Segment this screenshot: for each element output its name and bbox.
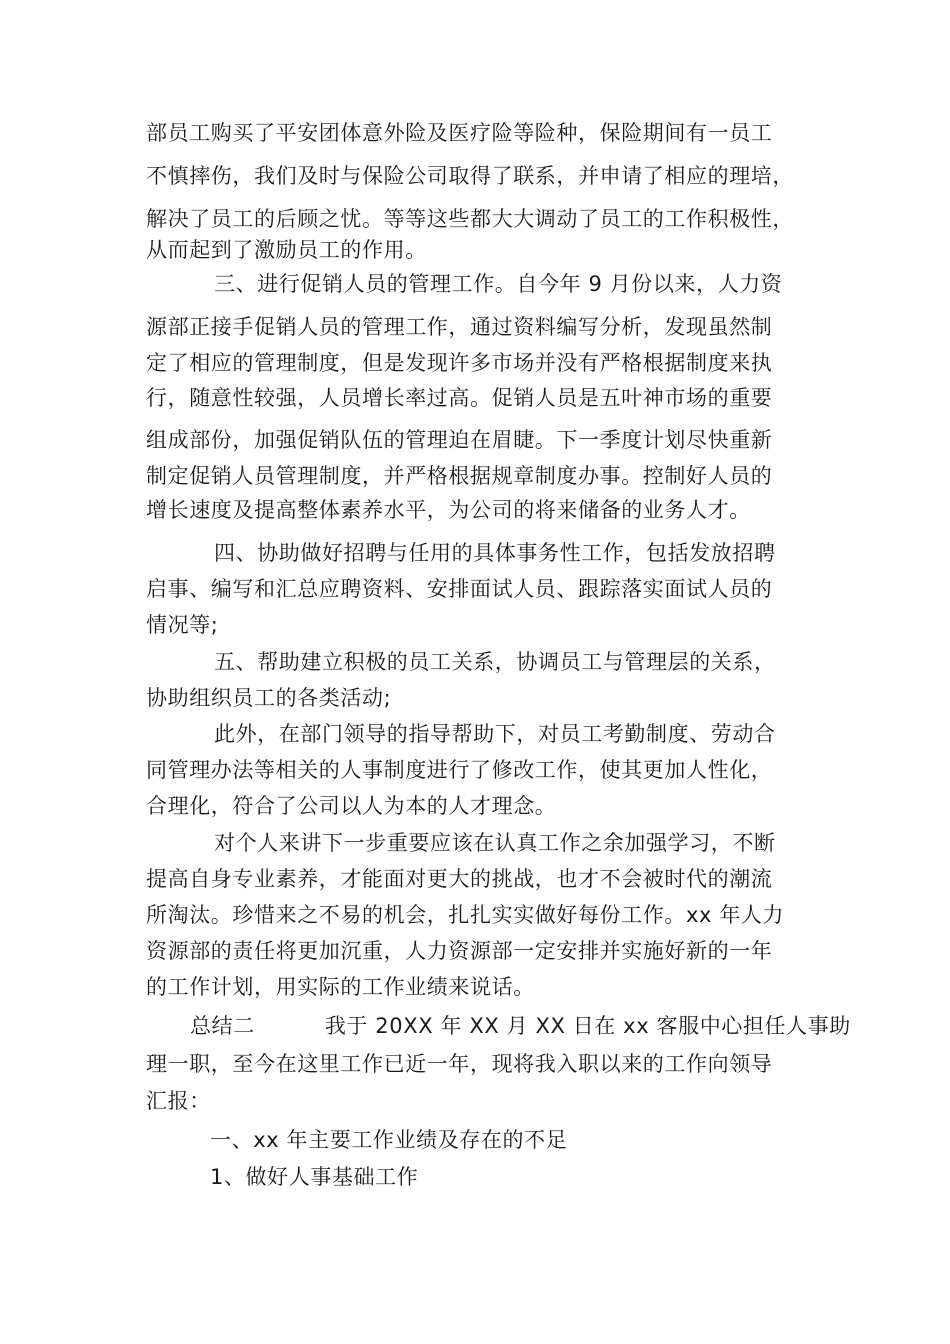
paragraph-line: 情况等; [146, 613, 219, 637]
section-first-line: 我于 20XX 年 XX 月 XX 日在 xx 客服中心担任人事助 [324, 1014, 851, 1038]
paragraph-line: 不慎摔伤，我们及时与保险公司取得了联系，并申请了相应的理培， [146, 164, 794, 188]
paragraph-line: 资源部的责任将更加沉重，人力资源部一定安排并实施好新的一年 [146, 939, 773, 963]
paragraph-line: 从而起到了激励员工的作用。 [146, 238, 427, 262]
paragraph-line: 汇报： [146, 1089, 211, 1113]
paragraph-line: 启事、编写和汇总应聘资料、安排面试人员、跟踪落实面试人员的 [146, 577, 773, 601]
paragraph-line: 的工作计划，用实际的工作业绩来说话。 [146, 975, 535, 999]
paragraph-line: 理一职，至今在这里工作已近一年，现将我入职以来的工作向领导 [146, 1052, 773, 1076]
paragraph-line: 四、协助做好招聘与任用的具体事务性工作，包括发放招聘 [214, 541, 776, 565]
paragraph-line: 增长速度及提高整体素养水平，为公司的将来储备的业务人才。 [146, 498, 751, 522]
section-heading-line [190, 1012, 860, 1040]
paragraph-line: 行，随意性较强，人员增长率过高。促销人员是五叶神市场的重要 [146, 386, 773, 410]
paragraph-line: 合理化，符合了公司以人为本的人才理念。 [146, 794, 557, 818]
paragraph-line: 三、进行促销人员的管理工作。自今年 9 月份以来，人力资 [214, 272, 783, 296]
paragraph-line: 解决了员工的后顾之忧。等等这些都大大调动了员工的工作积极性， [146, 207, 794, 231]
paragraph-line: 此外，在部门领导的指导帮助下，对员工考勤制度、劳动合 [214, 722, 776, 746]
section-heading: 总结二 [190, 1014, 255, 1038]
subheading: 一、xx 年主要工作业绩及存在的不足 [210, 1128, 568, 1152]
paragraph-line: 部员工购买了平安团体意外险及医疗险等险种，保险期间有一员工 [146, 121, 773, 145]
paragraph-line: 所淘汰。珍惜来之不易的机会，扎扎实实做好每份工作。xx 年人力 [146, 903, 785, 927]
subheading: 1、做好人事基础工作 [210, 1165, 419, 1189]
paragraph-line: 源部正接手促销人员的管理工作，通过资料编写分析，发现虽然制 [146, 315, 773, 339]
paragraph-line: 同管理办法等相关的人事制度进行了修改工作，使其更加人性化， [146, 758, 773, 782]
paragraph-line: 制定促销人员管理制度，并严格根据规章制度办事。控制好人员的 [146, 464, 773, 488]
paragraph-line: 提高自身专业素养，才能面对更大的挑战，也才不会被时代的潮流 [146, 867, 773, 891]
paragraph-line: 对个人来讲下一步重要应该在认真工作之余加强学习，不断 [214, 831, 776, 855]
paragraph-line: 组成部份，加强促销队伍的管理迫在眉睫。下一季度计划尽快重新 [146, 428, 773, 452]
paragraph-line: 定了相应的管理制度，但是发现许多市场并没有严格根据制度来执 [146, 351, 773, 375]
paragraph-line: 五、帮助建立积极的员工关系，协调员工与管理层的关系， [214, 650, 776, 674]
paragraph-line: 协助组织员工的各类活动; [146, 686, 392, 710]
